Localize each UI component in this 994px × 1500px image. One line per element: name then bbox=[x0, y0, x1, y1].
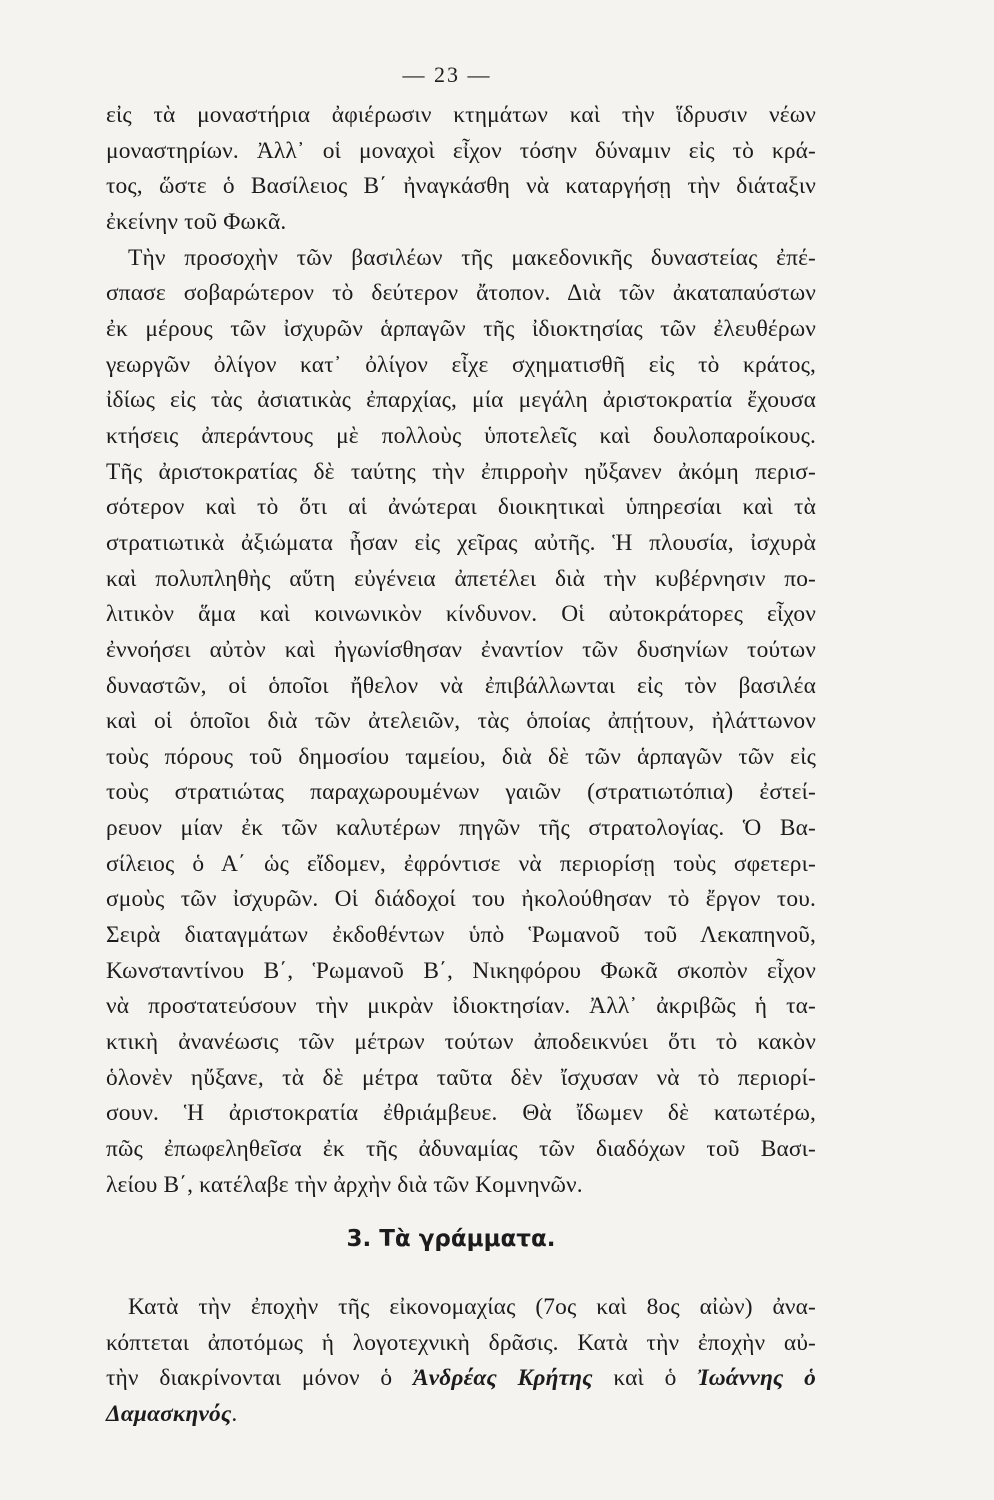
text-line: πῶς ἐπωφεληθεῖσα ἐκ τῆς ἀδυναμίας τῶν διαδόχων τοῦ Βασι- bbox=[106, 1136, 816, 1163]
text-line: ἐκείνην τοῦ Φωκᾶ. bbox=[106, 208, 287, 235]
text-line: Σειρὰ διαταγμάτων ἐκδοθέντων ὑπὸ Ῥωμανοῦ τοῦ Λεκαπηνοῦ, bbox=[106, 922, 816, 949]
text-line: γεωργῶν ὀλίγον κατ᾽ ὀλίγον εἶχε σχηματισθῆ εἰς τὸ κράτος, bbox=[106, 351, 816, 378]
text-fragment: τὴν διακρίνονται μόνον ὁ bbox=[106, 1365, 393, 1391]
text-fragment: καὶ ὁ bbox=[613, 1365, 677, 1391]
text-line: σπασε σοβαρώτερον τὸ δεύτερον ἄτοπον. Διὰ τῶν ἀκαταπαύστων bbox=[106, 280, 816, 307]
text-line: Τὴν προσοχὴν τῶν βασιλέων τῆς μακεδονικῆς δυναστείας ἐπέ- bbox=[128, 244, 816, 271]
text-line bbox=[106, 1397, 816, 1433]
text-line: εἰς τὰ μοναστήρια ἀφιέρωσιν κτημάτων καὶ τὴν ἵδρυσιν νέων bbox=[106, 102, 816, 128]
text-line: μοναστηρίων. Ἀλλ᾽ οἱ μοναχοὶ εἶχον τόσην δύναμιν εἰς τὸ κρά- bbox=[106, 137, 816, 164]
text-line: τοὺς πόρους τοῦ δημοσίου ταμείου, διὰ δὲ τῶν ἁρπαγῶν τῶν εἰς bbox=[106, 743, 816, 770]
text-line: σουν. Ἡ ἀριστοκρατία ἐθριάμβευε. Θὰ ἴδωμεν δὲ κατωτέρω, bbox=[106, 1100, 816, 1127]
person-name-damaskinos: Δαμασκηνός bbox=[106, 1400, 232, 1427]
body-paragraphs bbox=[106, 98, 816, 1203]
text-line: ρευον μίαν ἐκ τῶν καλυτέρων πηγῶν τῆς στρατολογίας. Ὁ Βα- bbox=[106, 815, 816, 842]
text-line: λείου Β΄, κατέλαβε τὴν ἀρχὴν διὰ τῶν Κομνηνῶν. bbox=[106, 1171, 583, 1198]
person-name-ioannis: Ἰωάννης ὁ bbox=[697, 1365, 817, 1391]
text-line: σίλειος ὁ Α΄ ὡς εἴδομεν, ἐφρόντισε νὰ περιορίσῃ τοὺς σφετερι- bbox=[106, 850, 816, 877]
page-number: — 23 — bbox=[402, 62, 492, 87]
text-line: τοὺς στρατιώτας παραχωρουμένων γαιῶν (στρατιωτόπια) ἐστεί- bbox=[106, 779, 816, 806]
section-heading: 3. Τὰ γράμματα. bbox=[346, 1226, 556, 1252]
text-line: κόπτεται ἀποτόμως ἡ λογοτεχνικὴ δρᾶσις. Κατὰ τὴν ἐποχὴν αὐ- bbox=[106, 1329, 816, 1356]
text-line: ὁλονὲν ηὔξανε, τὰ δὲ μέτρα ταῦτα δὲν ἴσχυσαν νὰ τὸ περιορί- bbox=[106, 1064, 816, 1091]
text-line: σμοὺς τῶν ἰσχυρῶν. Οἱ διάδοχοί του ἠκολούθησαν τὸ ἔργον του. bbox=[106, 886, 816, 913]
section-paragraph bbox=[106, 1290, 816, 1432]
text-line: ἐννοήσει αὐτὸν καὶ ἠγωνίσθησαν ἐναντίον τῶν δυσηνίων τούτων bbox=[106, 636, 816, 663]
text-line: Κωνσταντίνου Β΄, Ῥωμανοῦ Β΄, Νικηφόρου Φωκᾶ σκοπὸν εἶχον bbox=[106, 957, 816, 984]
text-line bbox=[106, 1361, 816, 1397]
text-line: Κατὰ τὴν ἐποχὴν τῆς εἰκονομαχίας (7ος καὶ 8ος αἰὼν) ἀνα- bbox=[128, 1294, 816, 1320]
text-line: καὶ οἱ ὁποῖοι διὰ τῶν ἀτελειῶν, τὰς ὁποίας ἀπῄτουν, ἠλάττωνον bbox=[106, 708, 816, 735]
text-line: κτήσεις ἀπεράντους μὲ πολλοὺς ὑποτελεῖς καὶ δουλοπαροίκους. bbox=[106, 422, 816, 449]
text-fragment: . bbox=[231, 1400, 238, 1427]
text-line: ἰδίως εἰς τὰς ἀσιατικὰς ἐπαρχίας, μία μεγάλη ἀριστοκρατία ἔχουσα bbox=[106, 387, 816, 414]
person-name-andreas: Ἀνδρέας Κρήτης bbox=[412, 1365, 593, 1391]
text-line: τος, ὥστε ὁ Βασίλειος Β΄ ἠναγκάσθη νὰ καταργήσῃ τὴν διάταξιν bbox=[106, 173, 816, 200]
text-line: σότερον καὶ τὸ ὅτι αἱ ἀνώτεραι διοικητικαὶ ὑπηρεσίαι καὶ τὰ bbox=[106, 494, 816, 521]
text-line: Τῆς ἀριστοκρατίας δὲ ταύτης τὴν ἐπιρροὴν ηὔξανεν ἀκόμη περισ- bbox=[106, 458, 816, 485]
text-line: δυναστῶν, οἱ ὁποῖοι ἤθελον νὰ ἐπιβάλλωνται εἰς τὸν βασιλέα bbox=[106, 672, 816, 699]
text-line: λιτικὸν ἅμα καὶ κοινωνικὸν κίνδυνον. Οἱ αὐτοκράτορες εἶχον bbox=[106, 601, 816, 628]
text-line: ἐκ μέρους τῶν ἰσχυρῶν ἁρπαγῶν τῆς ἰδιοκτησίας τῶν ἐλευθέρων bbox=[106, 315, 816, 342]
text-line: καὶ πολυπληθὴς αὕτη εὐγένεια ἀπετέλει διὰ τὴν κυβέρνησιν πο- bbox=[106, 565, 816, 592]
text-line: νὰ προστατεύσουν τὴν μικρὰν ἰδιοκτησίαν. Ἀλλ᾽ ἀκριβῶς ἡ τα- bbox=[106, 993, 816, 1020]
text-line: κτικὴ ἀνανέωσις τῶν μέτρων τούτων ἀποδεικνύει ὅτι τὸ κακὸν bbox=[106, 1029, 816, 1056]
text-line: στρατιωτικὰ ἀξιώματα ἦσαν εἰς χεῖρας αὐτῆς. Ἡ πλουσία, ἰσχυρὰ bbox=[106, 529, 816, 556]
